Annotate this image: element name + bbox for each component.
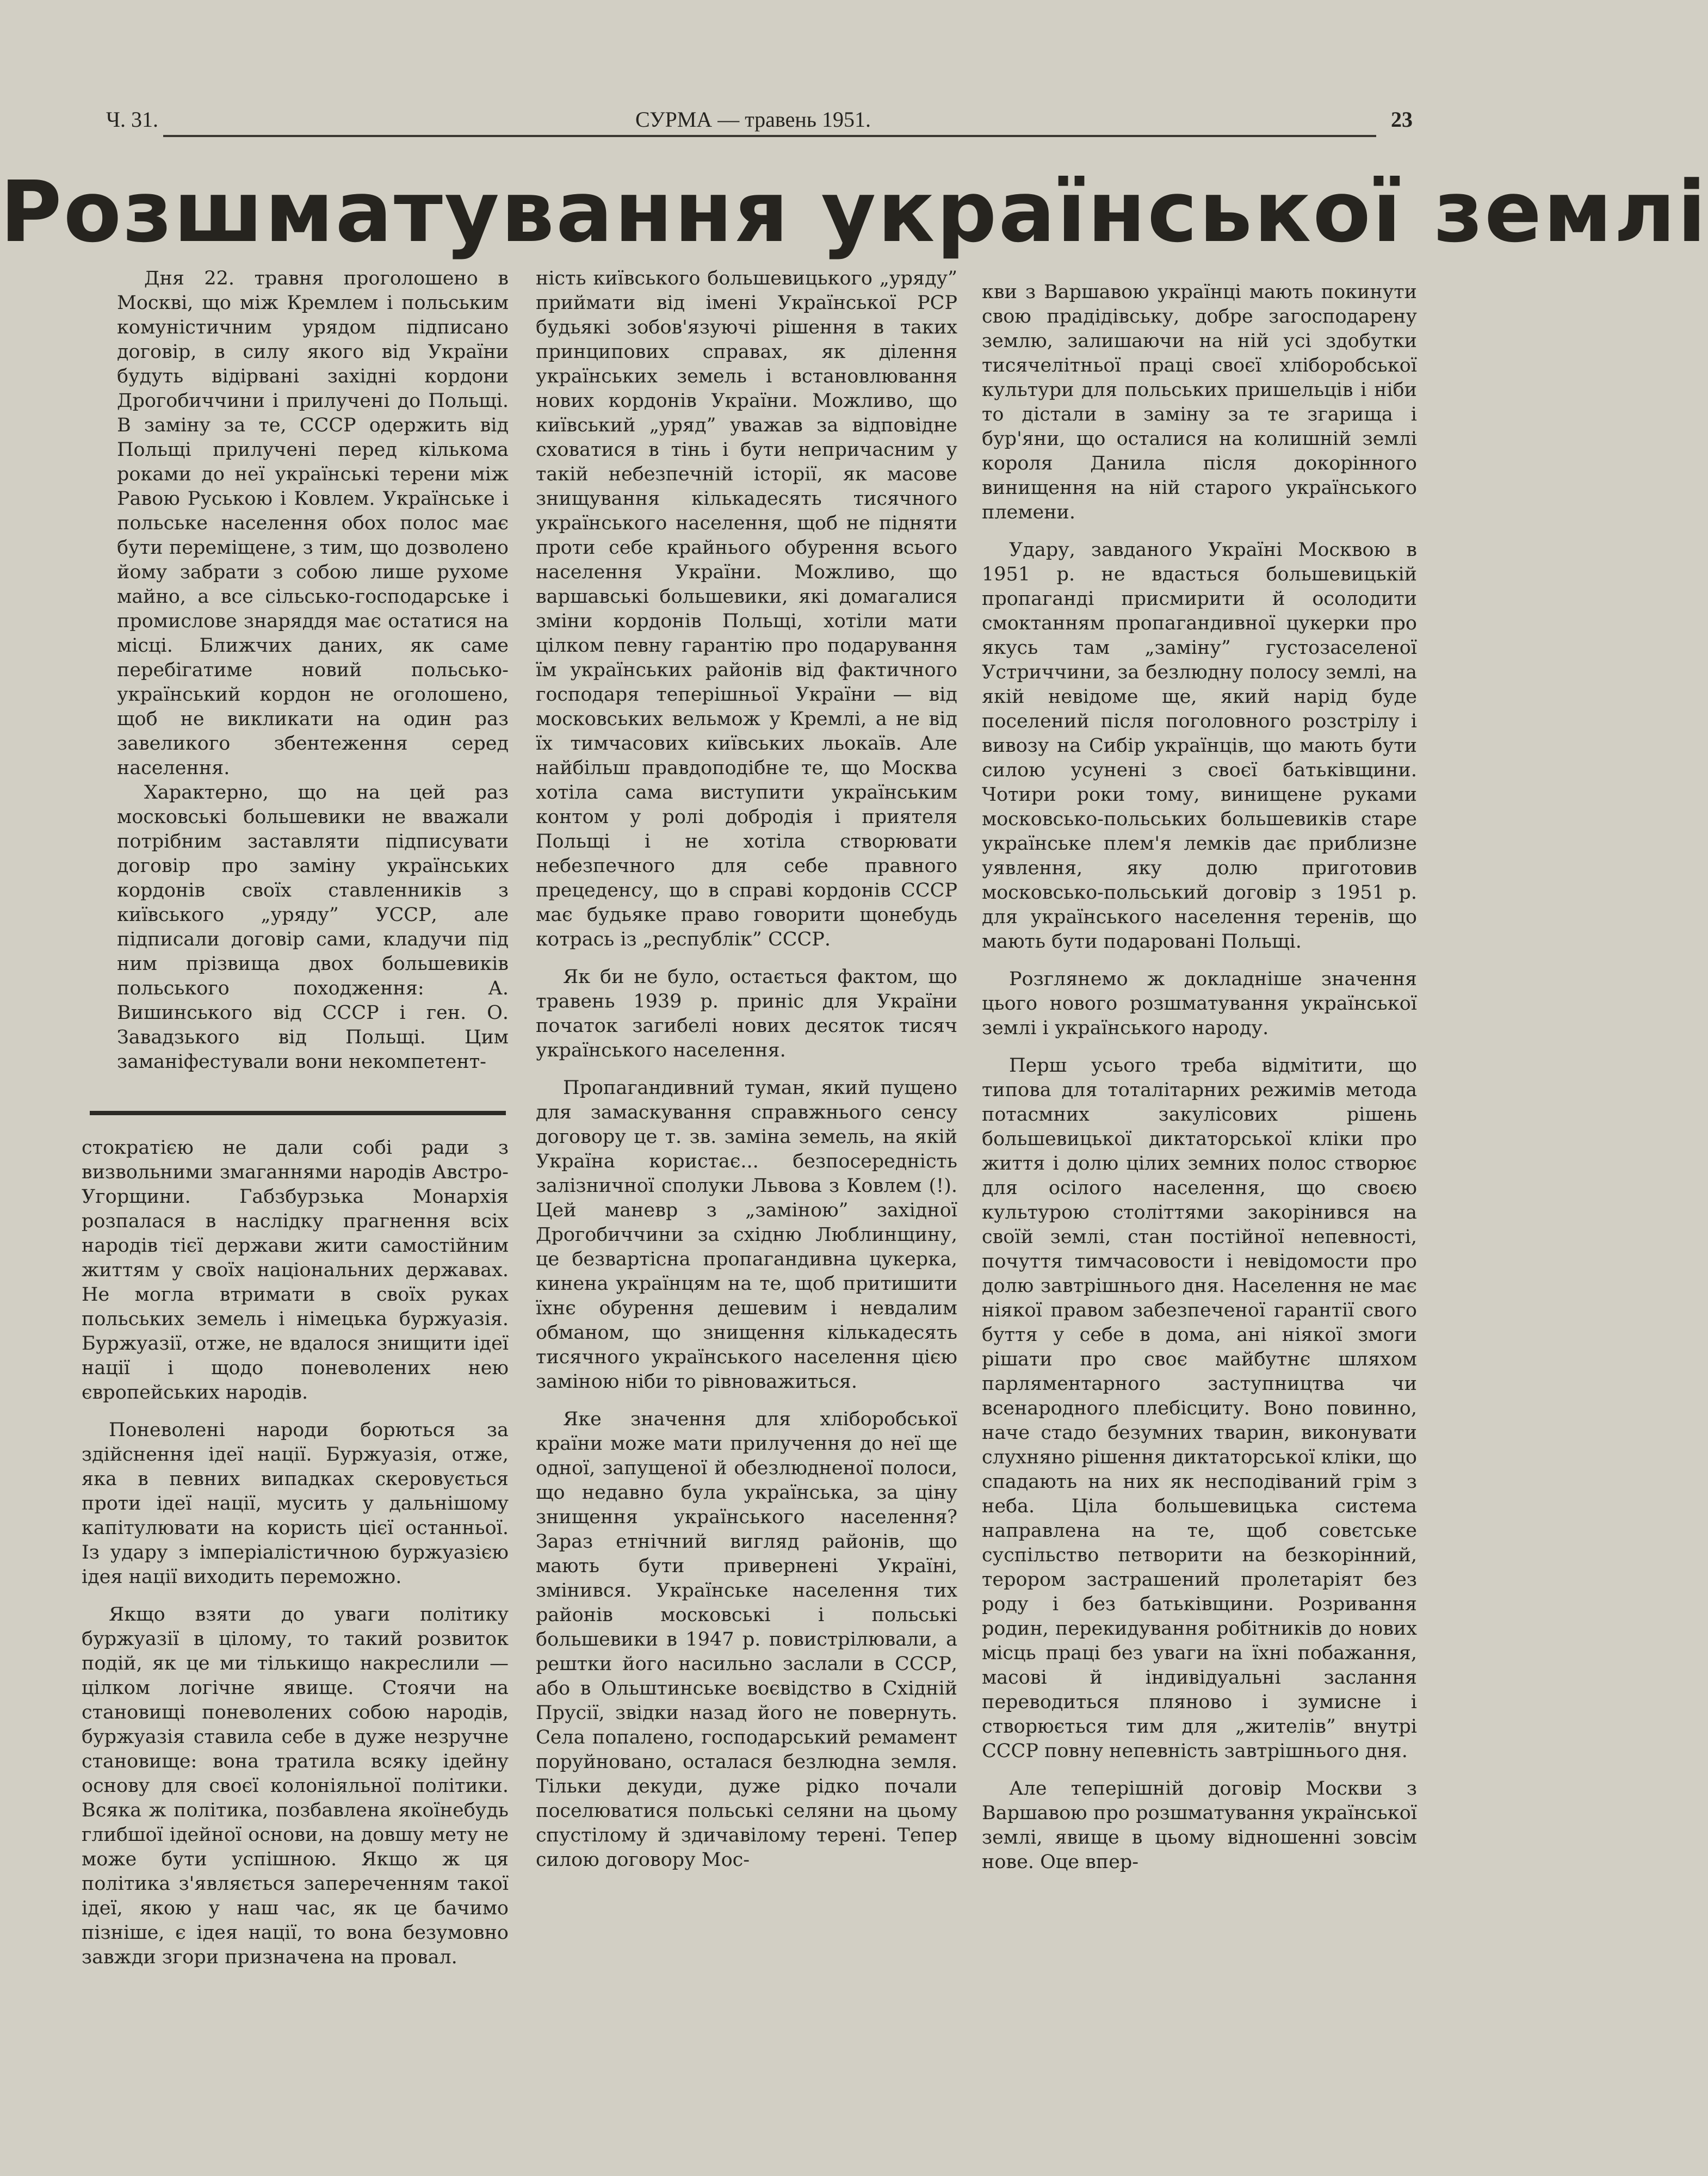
header-rule [163, 135, 1376, 137]
paragraph: Поневолені народи борються за здійснення ідеї нації. Буржуазія, отже, яка в певних випадках скеровується проти ідеї нації, мусить у дальнішому капітулювати на користь цієї останньої. Із удару з імперіалістичною буржуазією ідея нації виходить переможно. [82, 1419, 509, 1588]
column-2 [536, 267, 957, 2154]
paragraph: Перш усього треба відмітити, що типова для тоталітарних режимів метода потасмних закулісових рішень большевицької диктаторської кліки про життя і долю цілих земних полос створює для осілого населення, що своєю культурою століттями закорінився на своїй землі, стан постійної непевності, почуття тимчасовости і невідомости про долю завтрішнього дня. Населення не має ніякої правом забезпеченої гарантії свого буття у себе в дома, ані ніякої змоги рішати про своє майбутнє шляхом парляментарного заступництва чи всенародного плебісциту. Воно повинно, наче стадо безумних тварин, виконувати слухняно рішення диктаторської кліки, що спадають на них як несподіваний грім з неба. Ціла большевицька система направлена на те, щоб совєтське суспільство петворити на безкорінний, терором застрашений пролетаріят без роду і без батьківщини. Розривання родин, перекидування робітників до нових місць праці без уваги на їхні побажання, масові й індивідуальні заслання переводиться пляново і зумисне і створюється тим для „жителів” внутрі СССР повну непевність завтрішнього дня. [982, 1055, 1417, 1762]
paragraph: Удару, завданого Україні Москвою в 1951 р. не вдасться большевицькій пропаганді присмирити й осолодити смоктанням пропагандивної цукерки про якусь там „заміну” густозаселеної Устриччини, за безлюдну полосу землі, на якій невідоме ще, який нарід буде поселений після поголовного розстрілу і вивозу на Сибір українців, що мають бути силою усунені з своєї батьківщини. Чотири роки тому, винищене руками московсько-польських большевиків старе українське плем'я лемків дає приблизне уявлення, яку долю приготовив московсько-польський договір з 1951 р. для українського населення теренів, що мають бути подаровані Польщі. [982, 539, 1417, 953]
column-1-continued [82, 1136, 509, 2153]
column-divider-rule [90, 1111, 506, 1115]
paragraph: Якщо взяти до уваги політику буржуазії в цілому, то такий розвиток подій, як це ми тількищо накреслили — цілком логічне явище. Стоячи на становищі поневолених собою народів, буржуазія ставила себе в дуже незручне становище: вона тратила всяку ідейну основу для своєї колоніяльної політики. Всяка ж політика, позбавлена якоїнебудь глибшої ідейної основи, на довшу мету не може бути успішною. Якщо ж ця політика з'являється запереченням такої ідеї, якою у наш час, як це бачимо пізніше, є ідея нації, то вона безумовно завжди згори призначена на провал. [82, 1604, 509, 1968]
paragraph: Розглянемо ж докладніше значення цього нового розшматування української землі і українського народу. [982, 968, 1417, 1039]
issue-number: Ч. 31. [106, 107, 158, 132]
paragraph: Характерно, що на цей раз московські большевики не вважали потрібним заставляти підписувати договір про заміну українських кордонів своїх ставленників з київського „уряду” УССР, але підписали договір сами, кладучи під ним прізвища двох большевиків польського походження: А. Вишинського від СССР і ген. О. Завадзького від Польщі. Цим заманіфестували вони некомпетент- [117, 782, 509, 1073]
paragraph: кви з Варшавою українці мають покинути свою прадідівську, добре загосподарену землю, залишаючи на ній усі здобутки тисячелітньої праці своєї хліборобської культури для польських пришельців і ніби то дістали в заміну за те згарища і бур'яни, що осталися на колишній землі короля Данила після докорінного винищення на ній старого українського племени. [982, 281, 1417, 523]
paragraph: Пропагандивний туман, який пущено для замаскування справжнього сенсу договору це т. зв. заміна земель, на якій Україна користає... безпосередність залізничної сполуки Львова з Ковлем (!). Цей маневр з „заміною” західної Дрогобиччини за східню Люблинщину, це безвартісна пропагандивна цукерка, кинена українцям на те, щоб притишити їхнє обурення дешевим і невдалим обманом, що знищення кількадесять тисячного українського населення цією заміною ніби то рівноважиться. [536, 1077, 957, 1393]
paragraph: Яке значення для хліборобської країни може мати прилучення до неї ще одної, запущеної й обезлюдненої полоси, що недавно була українська, за ціну знищення українського населення? Зараз етнічний вигляд районів, що мають бути привернені Україні, змінився. Українське населення тих районів московські і польські большевики в 1947 р. повистрілювали, а рештки його насильно заслали в СССР, або в Ольштинське воєвідство в Східній Прусії, звідки назад його не повернуть. Села попалено, господарський ремамент поруйновано, осталася безлюдна земля. Тільки декуди, дуже рідко почали поселюватися польські селяни на цьому спустілому й здичавілому терені. Тепер силою договору Мос- [536, 1408, 957, 1871]
column-3 [982, 280, 1417, 2154]
paragraph: ність київського большевицького „уряду” приймати від імені Української РСР будьякі зобов'язуючі рішення в таких принципових справах, як ділення українських земель і встановлювання нових кордонів України. Можливо, що київський „уряд” уважав за відповідне сховатися в тінь і бути непричасним у такій небезпечній історії, як масове знищування кількадесять тисячного українського населення, щоб не підняти проти себе крайнього обурення всього населення України. Можливо, що варшавські большевики, які домагалися зміни кордонів Польщі, хотіли мати цілком певну гарантію про подарування їм українських районів від фактичного господаря теперішньої України — від московських вельмож у Кремлі, а не від їх тимчасових київських льокаїв. Але найбільш правдоподібне те, що Москва хотіла сама виступити українським контом у ролі добродія і приятеля Польщі і не хотіла створювати небезпечного для себе правного прецеденсу, що в справі кордонів СССР має будьяке право говорити щонебудь котрась із „республік” СССР. [536, 268, 957, 950]
paragraph: стократією не дали собі ради з визвольними змаганнями народів Австро-Угорщини. Габзбурзька Монархія розпалася в наслідку прагнення всіх народів тієї держави жити самостійним життям у своїх національних державах. Не могла втримати в своїх руках польських земель і німецька буржуазія. Буржуазії, отже, не вдалося знищити ідеї нації і щодо поневолених нею європейських народів. [82, 1137, 509, 1404]
article-title: Розшматування української землі [0, 163, 1708, 261]
paragraph: Але теперішній договір Москви з Варшавою про розшматування української землі, явище в цьому відношенні зовсім нове. Оце впер- [982, 1778, 1417, 1873]
column-1 [117, 267, 509, 1104]
paragraph: Як би не було, остається фактом, що травень 1939 р. приніс для України початок загибелі нових десяток тисяч українського населення. [536, 966, 957, 1061]
paragraph: Дня 22. травня проголошено в Москві, що між Кремлем і польським комуністичним урядом підписано договір, в силу якого від України будуть відірвані західні кордони Дрогобиччини і прилучені до Польщі. В заміну за те, СССР одержить від Польщі прилучені перед кількома роками до неї українські терени між Равою Руською і Ковлем. Українське і польське населення обох полос має бути переміщене, з тим, що дозволено йому забрати з собою лише рухоме майно, а все сільсько-господарське і промислове знаряддя має остатися на місці. Ближчих даних, як саме перебігатиме новий польсько-український кордон не оголошено, щоб не викликати на один раз завеликого збентеження серед населення. [117, 268, 509, 779]
page-number: 23 [1391, 107, 1413, 132]
running-header: СУРМА — травень 1951. [635, 107, 871, 132]
